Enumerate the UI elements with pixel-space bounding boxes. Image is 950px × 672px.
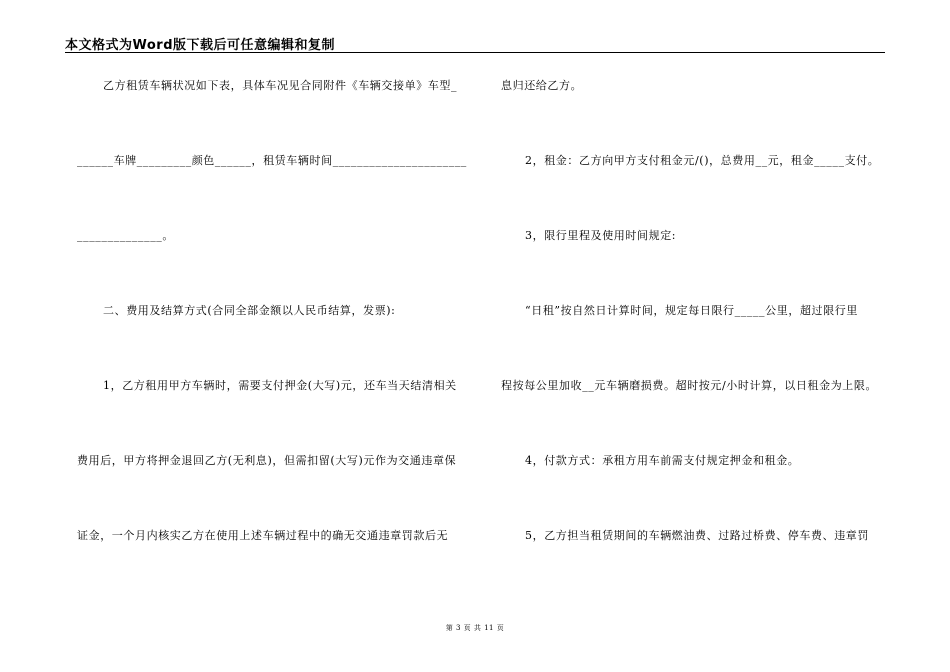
- right-line-2: 2，租金：乙方向甲方支付租金元/()，总费用__元，租金_____支付。: [525, 154, 880, 167]
- header-divider: [65, 52, 885, 53]
- left-line-6: 费用后，甲方将押金退回乙方(无利息)，但需扣留(大写)元作为交通违章保: [77, 454, 457, 467]
- left-line-4: 二、费用及结算方式(合同全部金额以人民币结算，发票):: [103, 304, 396, 317]
- left-line-5: 1，乙方租用甲方车辆时，需要支付押金(大写)元，还车当天结清相关: [103, 379, 457, 392]
- right-line-5: 程按每公里加收__元车辆磨损费。超时按元/小时计算，以日租金为上限。: [501, 379, 878, 392]
- right-line-4: “日租”按自然日计算时间，规定每日限行_____公里，超过限行里: [525, 304, 858, 317]
- right-line-3: 3，限行里程及使用时间规定:: [525, 229, 677, 242]
- right-line-1: 息归还给乙方。: [501, 79, 583, 92]
- page-number-footer: 第 3 页 共 11 页: [445, 624, 505, 632]
- right-line-7: 5，乙方担当租赁期间的车辆燃油费、过路过桥费、停车费、违章罚: [525, 529, 869, 542]
- left-line-1: 乙方租赁车辆状况如下表，具体车况见合同附件《车辆交接单》车型_: [103, 79, 458, 92]
- left-line-3: ______________。: [77, 229, 174, 242]
- document-header-title: 本文格式为Word版下载后可任意编辑和复制: [65, 38, 336, 53]
- right-line-6: 4，付款方式：承租方用车前需支付规定押金和租金。: [525, 454, 800, 467]
- left-line-7: 证金，一个月内核实乙方在使用上述车辆过程中的确无交通违章罚款后无: [77, 529, 449, 542]
- left-line-2: ______车牌_________颜色______，租赁车辆时间______________________: [77, 154, 467, 167]
